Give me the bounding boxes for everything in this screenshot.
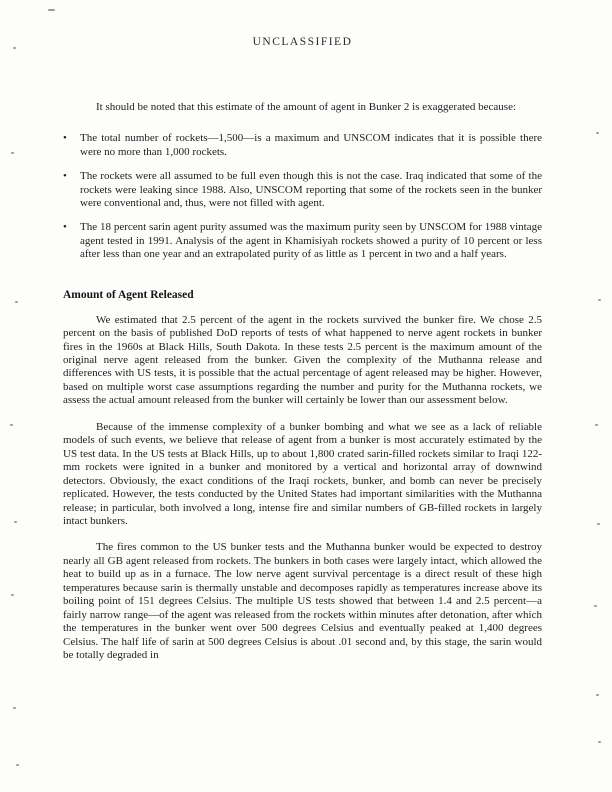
scan-artifact	[594, 605, 597, 607]
bullet-item	[63, 132, 542, 159]
body-paragraph: The fires common to the US bunker tests and the Muthanna bunker would be expected to destroy nearly all GB agent released from rockets. The bunkers in both cases were largely intact, which allowed the heat to build up as in a furnace. The low nerve agent survival percentage is a direct result of these high temperatures because sarin is thermally unstable and decomposes rapidly as temperatures increase above its boiling point of 151 degrees Celsius. The multiple US tests showed that between 1.4 and 2.5 percent—a fairly narrow range—of the agent was released from the rockets within minutes after detonation, after which the temperatures in the bunker went over 500 degrees Celsius and eventually peaked at 1,400 degrees Celsius. The half life of sarin at 500 degrees Celsius is about .01 second and, by this stage, the sarin would be totally degraded in	[63, 541, 542, 662]
intro-paragraph: It should be noted that this estimate of the amount of agent in Bunker 2 is exaggerated because:	[96, 101, 517, 113]
bullet-text: The rockets were all assumed to be full even though this is not the case. Iraq indicated that some of the rockets were leaking since 1988. Also, UNSCOM reporting that some of the rockets seen in the bunker were conventional and, thus, were not filled with agent.	[80, 170, 542, 210]
scan-artifact	[13, 47, 16, 49]
scan-artifact	[595, 424, 598, 426]
scan-artifact	[596, 694, 599, 696]
bullet-icon: •	[63, 170, 67, 183]
scan-artifact	[11, 594, 14, 596]
scan-artifact	[598, 299, 601, 301]
scan-artifact	[13, 707, 16, 709]
bullet-item	[63, 221, 542, 261]
bullet-list	[63, 132, 542, 261]
scan-artifact	[16, 764, 19, 766]
scan-artifact	[14, 521, 17, 523]
classification-banner: UNCLASSIFIED	[252, 36, 353, 48]
scan-artifact	[15, 301, 18, 303]
bullet-icon: •	[63, 221, 67, 234]
body-paragraph: Because of the immense complexity of a bunker bombing and what we see as a lack of reliable models of such events, we believe that release of agent from a bunker is most accurately estimated by the US test data. In the US tests at Black Hills, up to about 1,800 crated sarin-filled rockets similar to Iraqi 122-mm rockets were ignited in a bunker and monitored by a vertical and horizontal array of downwind detectors. Obviously, the exact conditions of the Iraqi rockets, bunker, and bomb can never be precisely replicated. However, the tests conducted by the United States had important similarities with the Muthanna release; in particular, both involved a long, intense fire and similar numbers of GB-filled rockets in largely intact bunkers.	[63, 420, 542, 527]
body-paragraph: We estimated that 2.5 percent of the agent in the rockets survived the bunker fire. We chose 2.5 percent on the basis of published DoD reports of tests of what happened to nerve agent rockets in bunker fires in the 1960s at Black Hills, South Dakota. In these tests 2.5 percent is the maximum amount of the original nerve agent released from the bunker. Given the complexity of the Muthanna release and differences with US tests, it is possible that the actual percentage of agent released may be higher. However, based on multiple worst case assumptions regarding the number and purity for the Muthanna rockets, we assess the actual amount released from the bunker will certainly be lower than our assessment below.	[63, 313, 542, 407]
page-content	[63, 36, 542, 663]
bullet-text: The total number of rockets—1,500—is a maximum and UNSCOM indicates that it is possible there were no more than 1,000 rockets.	[80, 132, 542, 158]
scan-artifact	[10, 424, 13, 426]
scan-artifact	[11, 152, 14, 154]
scan-artifact	[48, 9, 55, 11]
section-heading: Amount of Agent Released	[63, 288, 194, 301]
scan-artifact	[598, 741, 601, 743]
bullet-text: The 18 percent sarin agent purity assumed was the maximum purity seen by UNSCOM for 1988 vintage agent tested in 1991. Analysis of the agent in Khamisiyah rockets showed a purity of 10 percent or less after less than one year and an extrapolated purity of as little as 1 percent in two and a half years.	[80, 221, 542, 261]
scan-artifact	[596, 132, 599, 134]
scan-artifact	[597, 523, 600, 525]
bullet-icon: •	[63, 132, 67, 145]
bullet-item	[63, 170, 542, 210]
